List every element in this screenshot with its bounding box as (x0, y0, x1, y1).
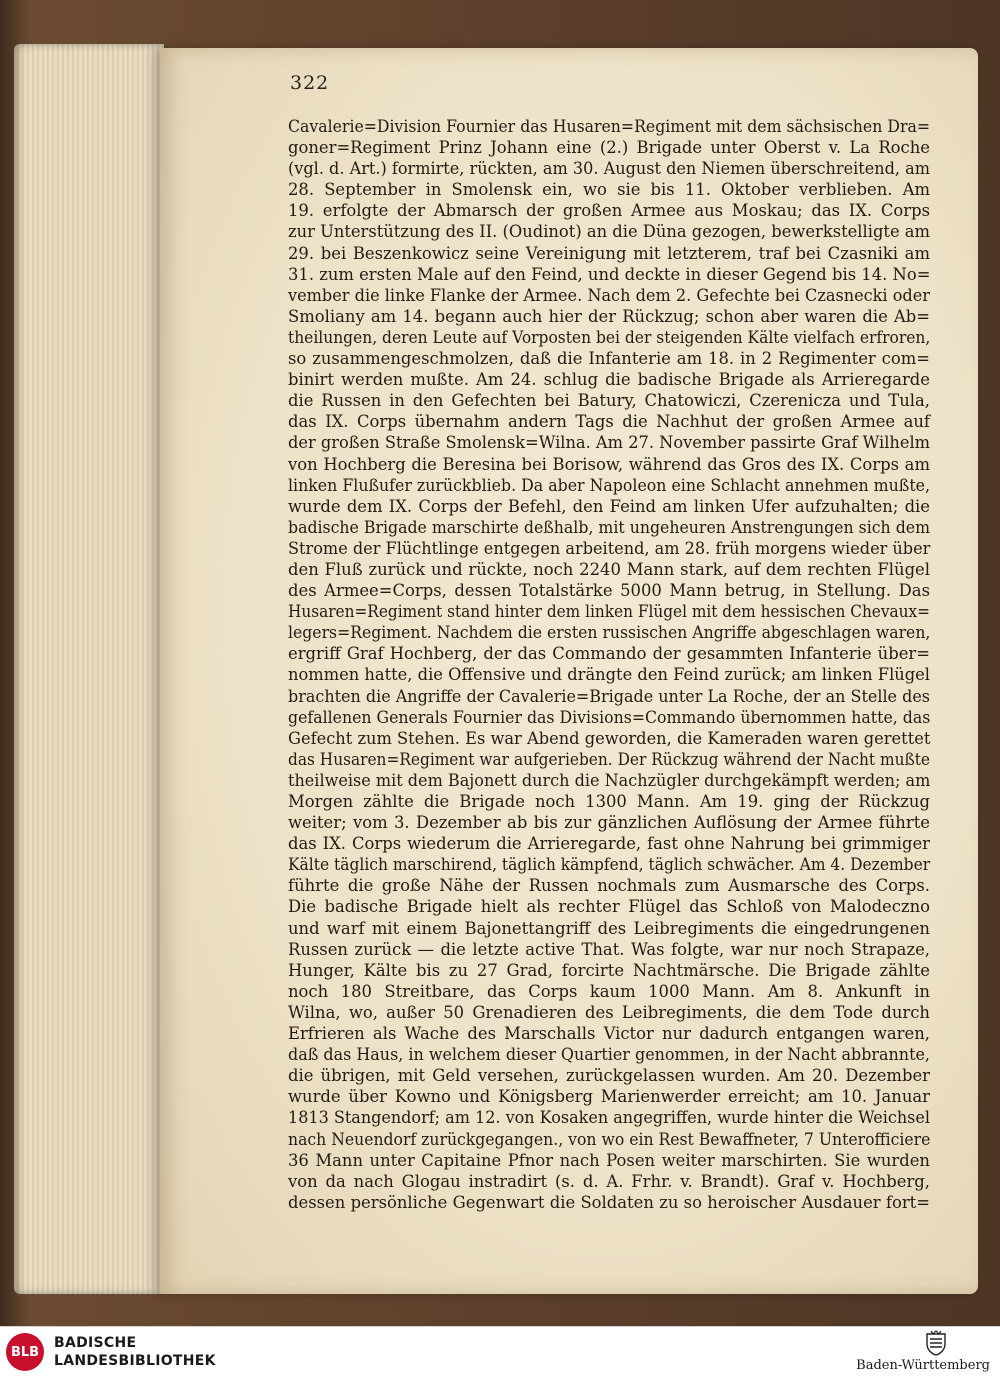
text-line: daß das Haus, in welchem dieser Quartier genommen, in der Nacht abbrannte, (288, 1045, 930, 1065)
text-line: Die badische Brigade hielt als rechter Flügel das Schloß von Malodeczno (288, 897, 930, 917)
coat-of-arms-icon (925, 1330, 947, 1356)
text-line: gefallenen Generals Fournier das Divisions=Commando übernommen hatte, das (288, 707, 931, 727)
text-line: noch 180 Streitbare, das Corps kaum 1000 Mann. Am 8. Ankunft in (288, 981, 930, 1001)
text-line: des Armee=Corps, dessen Totalstärke 5000 Mann betrug, in Stellung. Das (288, 581, 930, 601)
book-page-edges (14, 44, 164, 1294)
text-line: den Fluß zurück und rückte, noch 2240 Mann stark, auf dem rechten Flügel (288, 559, 930, 579)
text-line: vember die linke Flanke der Armee. Nach dem 2. Gefechte bei Czasnecki oder (288, 285, 930, 305)
blb-logo[interactable]: BLB (6, 1333, 44, 1371)
text-line: von da nach Glogau instradirt (s. d. A. Frhr. v. Brandt). Graf v. Hochberg, (288, 1171, 930, 1191)
text-line: so zusammengeschmolzen, daß die Infanterie am 18. in 2 Regimenter com= (288, 349, 930, 369)
text-line: 19. erfolgte der Abmarsch der großen Armee aus Moskau; das IX. Corps (288, 201, 930, 221)
footer-bar (0, 1326, 1000, 1377)
text-line: legers=Regiment. Nachdem die ersten russischen Angriffe abgeschlagen waren, (288, 623, 931, 643)
text-line: das Husaren=Regiment war aufgerieben. Der Rückzug während der Nacht mußte (288, 749, 930, 769)
text-line: Hunger, Kälte bis zu 27 Grad, forcirte Nachtmärsche. Die Brigade zählte (288, 960, 930, 980)
library-name[interactable] (54, 1334, 216, 1370)
text-line: das IX. Corps wiederum die Arrieregarde, fast ohne Nahrung bei grimmiger (288, 834, 930, 854)
text-line: theilungen, deren Leute auf Vorposten bei der steigenden Kälte vielfach erfroren, (288, 327, 931, 347)
text-line: brachten die Angriffe der Cavalerie=Brigade unter La Roche, der an Stelle des (288, 686, 930, 706)
text-line: Husaren=Regiment stand hinter dem linken Flügel mit dem hessischen Chevaux= (288, 602, 930, 622)
book-page (160, 48, 978, 1294)
text-line: die übrigen, mit Geld versehen, zurückgelassen wurden. Am 20. Dezember (288, 1066, 930, 1086)
text-line: Morgen zählte die Brigade noch 1300 Mann. Am 19. ging der Rückzug (288, 792, 930, 811)
text-line: von Hochberg die Beresina bei Borisow, während das Gros des IX. Corps am (288, 454, 930, 474)
text-line: 36 Mann unter Capitaine Pfnor nach Posen weiter marschirten. Sie wurden (288, 1150, 930, 1170)
text-line: der großen Straße Smolensk=Wilna. Am 27. November passirte Graf Wilhelm (288, 433, 930, 453)
text-line: wurde über Kowno und Königsberg Marienwerder erreicht; am 10. Januar (288, 1087, 930, 1107)
text-line: Kälte täglich marschirend, täglich kämpfend, täglich schwächer. Am 4. Dezember (288, 855, 931, 875)
text-line: 29. bei Beszenkowicz seine Vereinigung mit letzterem, traf bei Czasniki am (288, 243, 930, 263)
text-line: Smoliany am 14. begann auch hier der Rückzug; schon aber waren die Ab= (288, 306, 930, 326)
text-line: Wilna, wo, außer 50 Grenadieren des Leibregiments, die dem Tode durch (288, 1002, 930, 1022)
text-line: das IX. Corps übernahm andern Tags die Nachhut der großen Armee auf (288, 412, 930, 432)
text-line: dessen persönliche Gegenwart die Soldaten zu so heroischer Ausdauer fort= (288, 1192, 930, 1212)
page-number: 322 (290, 72, 330, 94)
text-line: nach Neuendorf zurückgegangen., von wo ein Rest Bewaffneter, 7 Unterofficiere (288, 1129, 931, 1149)
text-line: ergriff Graf Hochberg, der das Commando der gesammten Infanterie über= (288, 644, 930, 664)
state-name[interactable]: Baden-Württemberg (856, 1358, 990, 1373)
text-line: Strome der Flüchtlinge entgegen arbeitend, am 28. früh morgens wieder über (288, 538, 931, 558)
text-line: 28. September in Smolensk ein, wo sie bis 11. Oktober verblieben. Am (288, 180, 930, 200)
text-line: 31. zum ersten Male auf den Feind, und deckte in dieser Gegend bis 14. No= (288, 264, 931, 284)
text-line: führte die große Nähe der Russen nochmals zum Ausmarsche des Corps. (288, 876, 930, 896)
text-line: binirt werden mußte. Am 24. schlug die badische Brigade als Arrieregarde (288, 370, 930, 390)
text-line: und warf mit einem Bajonettangriff des Leibregiments die eingedrungenen (288, 918, 930, 938)
text-line: (vgl. d. Art.) formirte, rückten, am 30. August den Niemen überschreitend, am (288, 159, 930, 179)
text-line: Russen zurück — die letzte active That. Was folgte, war nur noch Strapaze, (288, 939, 930, 959)
text-line: zur Unterstützung des II. (Oudinot) an die Düna gezogen, bewerkstelligte am (288, 222, 930, 242)
text-line: weiter; vom 3. Dezember ab bis zur gänzlichen Auflösung der Armee führte (288, 813, 930, 833)
library-name-line1: BADISCHE (54, 1335, 137, 1351)
text-line: nommen hatte, die Offensive und drängte den Feind zurück; am linken Flügel (288, 665, 930, 685)
text-line: die Russen in den Gefechten bei Batury, Chatowiczi, Czerenicza und Tula, (288, 391, 930, 411)
library-name-line2: LANDESBIBLIOTHEK (54, 1353, 216, 1369)
page-text (288, 116, 930, 1213)
text-line: wurde dem IX. Corps der Befehl, den Feind am linken Ufer aufzuhalten; die (288, 496, 930, 516)
text-line: linken Flußufer zurückblieb. Da aber Napoleon eine Schlacht annehmen mußte, (288, 475, 931, 495)
text-line: Cavalerie=Division Fournier das Husaren=Regiment mit dem sächsischen Dra= (288, 117, 930, 136)
text-line: theilweise mit dem Bajonett durch die Nachzügler durchgekämpft werden; am (288, 770, 931, 790)
text-line: goner=Regiment Prinz Johann eine (2.) Brigade unter Oberst v. La Roche (288, 138, 930, 158)
text-line: Erfrieren als Wache des Marschalls Victor nur dadurch entgangen waren, (288, 1024, 930, 1044)
text-line: Gefecht zum Stehen. Es war Abend geworden, die Kameraden waren gerettet (288, 728, 931, 748)
text-line: badische Brigade marschirte deßhalb, mit ungeheuren Anstrengungen sich dem (288, 517, 930, 537)
text-line: 1813 Stangendorf; am 12. von Kosaken angegriffen, wurde hinter die Weichsel (288, 1108, 930, 1128)
